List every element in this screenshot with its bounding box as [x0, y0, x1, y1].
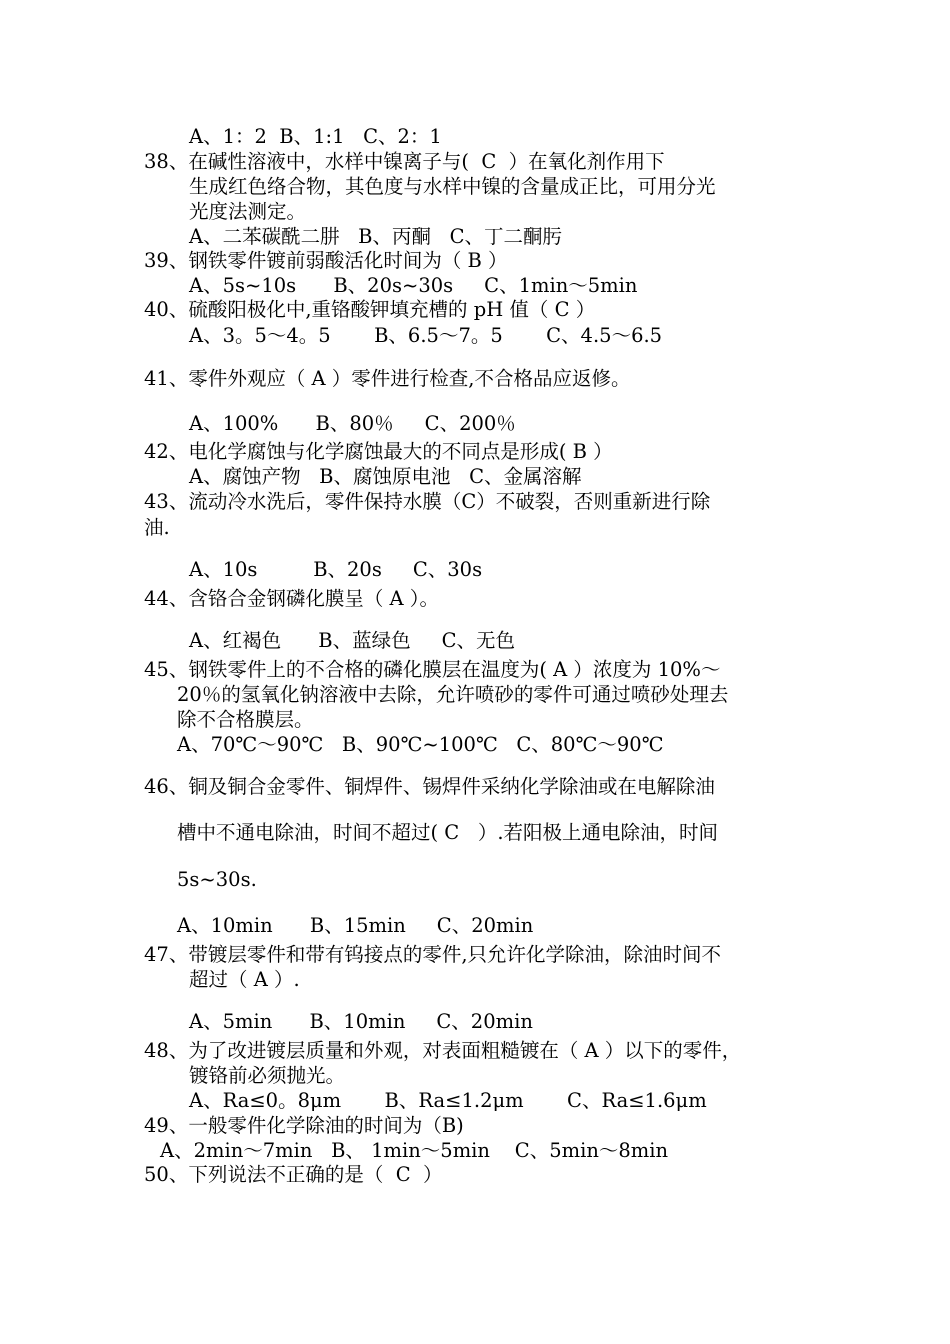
text-line: A、1：2 B、1:1 C、2：1: [189, 125, 442, 148]
text-line: 除不合格膜层。: [177, 708, 314, 731]
question-41: 41、零件外观应（ A ）零件进行检查,不合格品应返修。: [144, 367, 631, 390]
text-line: 20％的氢氧化钠溶液中去除，允许喷砂的零件可通过喷砂处理去: [177, 683, 729, 706]
answer-options: A、3。5～4。5 B、6.5～7。5 C、4.5～6.5: [189, 324, 663, 347]
question-48: 48、为了改进镀层质量和外观，对表面粗糙镀在（ A ）以下的零件，: [144, 1039, 742, 1062]
answer-options: A、10min B、15min C、20min: [177, 914, 534, 937]
question-46: 46、铜及铜合金零件、铜焊件、锡焊件采纳化学除油或在电解除油: [144, 775, 715, 798]
question-38: 38、在碱性溶液中，水样中镍离子与( C ）在氧化剂作用下: [144, 150, 665, 173]
text-line: 光度法测定。: [189, 200, 307, 223]
question-44: 44、含铬合金钢磷化膜呈（ A ）。: [144, 587, 440, 610]
question-43: 43、流动冷水洗后，零件保持水膜（C）不破裂，否则重新进行除: [144, 490, 711, 513]
question-50: 50、下列说法不正确的是（ C ）: [144, 1163, 443, 1186]
answer-options: A、70℃～90℃ B、90℃~100℃ C、80℃～90℃: [177, 733, 664, 756]
question-49: 49、一般零件化学除油的时间为（B): [144, 1114, 464, 1137]
answer-options: A、腐蚀产物 B、腐蚀原电池 C、金属溶解: [189, 465, 582, 488]
question-40: 40、硫酸阳极化中,重铬酸钾填充槽的 pH 值（ C ）: [144, 298, 596, 321]
question-45: 45、钢铁零件上的不合格的磷化膜层在温度为( A ）浓度为 10%～: [144, 658, 721, 681]
text-line: 槽中不通电除油，时间不超过( C ）.若阳极上通电除油，时间: [177, 821, 719, 844]
answer-options: A、二苯碳酰二肼 B、丙酮 C、丁二酮肟: [189, 225, 563, 248]
text-line: 5s~30s.: [177, 868, 257, 891]
answer-options: A、10s B、20s C、30s: [189, 558, 483, 581]
answer-options: A、红褐色 B、蓝绿色 C、无色: [189, 629, 516, 652]
answer-options: A、2min～7min B、 1min～5min C、5min～8min: [160, 1139, 669, 1162]
question-42: 42、电化学腐蚀与化学腐蚀最大的不同点是形成( B ）: [144, 440, 613, 463]
answer-options: A、5s~10s B、20s~30s C、1min～5min: [189, 274, 638, 297]
question-47: 47、带镀层零件和带有钨接点的零件,只允许化学除油，除油时间不: [144, 943, 722, 966]
answer-options: A、Ra≤0。8μm B、Ra≤1.2μm C、Ra≤1.6μm: [189, 1089, 707, 1112]
text-line: 油.: [144, 516, 170, 539]
text-line: 生成红色络合物，其色度与水样中镍的含量成正比，可用分光: [189, 175, 716, 198]
answer-options: A、100% B、80％ C、200％: [189, 412, 516, 435]
answer-options: A、5min B、10min C、20min: [189, 1010, 533, 1033]
text-line: 超过（ A ）.: [189, 968, 300, 991]
text-line: 镀铬前必须抛光。: [189, 1064, 346, 1087]
question-39: 39、钢铁零件镀前弱酸活化时间为（ B ）: [144, 249, 508, 272]
